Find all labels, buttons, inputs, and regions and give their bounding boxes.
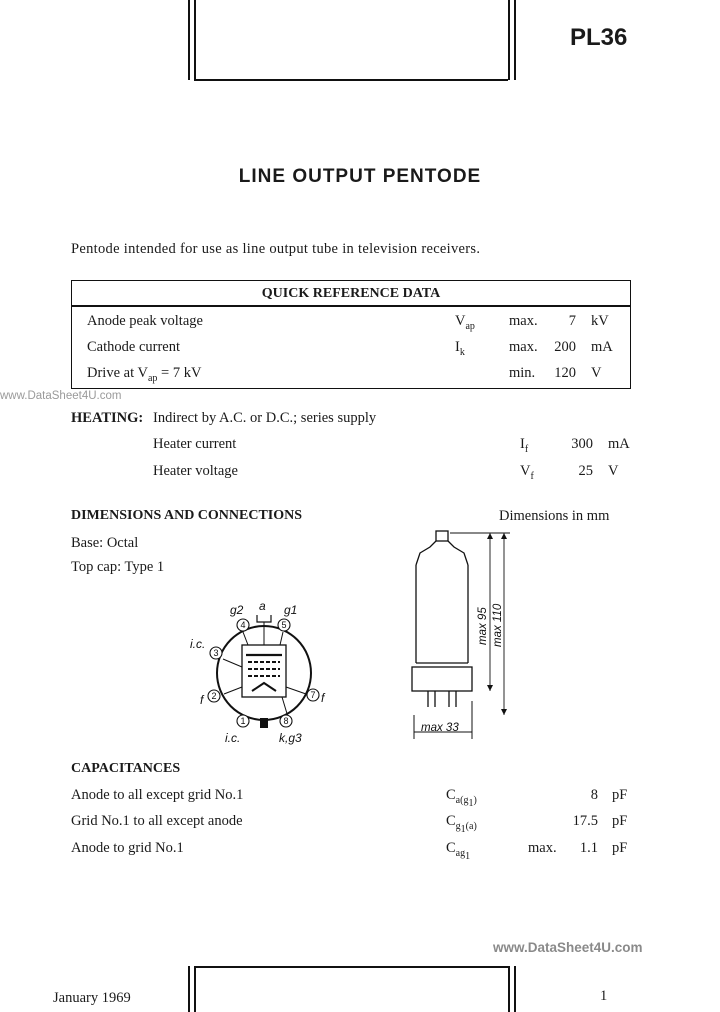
tube-outline-drawing (400, 525, 530, 747)
watermark-left: www.DataSheet4U.com (0, 390, 122, 402)
qr-row-label: Anode peak voltage (87, 313, 203, 329)
pin-label-f-left: f (200, 693, 204, 707)
qr-row-symbol: $I_k$ (455, 339, 465, 358)
bulb-top (416, 541, 436, 565)
qr-row-limit: max. (509, 339, 538, 355)
cap-row-unit: pF (612, 840, 628, 856)
page-number: 1 (600, 988, 608, 1004)
qr-row-unit: mA (591, 339, 613, 355)
cap-row-limit: max. (528, 840, 557, 856)
dim-label-max33: max 33 (421, 722, 459, 734)
heating-row-unit: V (608, 463, 619, 479)
qr-row-unit: kV (591, 313, 609, 329)
cap-row-value: 17.5 (572, 813, 598, 829)
pin-number: 1 (240, 716, 246, 726)
footer-line-left (188, 966, 190, 1012)
dim-arrow (487, 533, 493, 539)
dimensions-title: DIMENSIONS AND CONNECTIONS (71, 508, 303, 523)
qr-row-label: Cathode current (87, 339, 181, 355)
bulb-top (448, 541, 468, 565)
header-line-left (188, 0, 190, 80)
quick-reference-divider (72, 305, 630, 307)
cap-row-label: Anode to all except grid No.1 (71, 787, 244, 803)
pin-label-ic-bottom: i.c. (225, 731, 241, 745)
qr-row-value: 7 (568, 313, 576, 329)
qr-row-limit: max. (509, 313, 538, 329)
qr-row-unit: V (591, 365, 602, 381)
pin-number: 2 (211, 691, 217, 701)
page-title: LINE OUTPUT PENTODE (238, 166, 482, 187)
base-key (260, 718, 268, 728)
cap-row-symbol: $C_{a(g_1)}$ (446, 787, 477, 809)
dim-label-max95: max 95 (477, 607, 489, 645)
heating-row-value: 300 (571, 436, 593, 452)
top-cap (436, 531, 448, 541)
lead-line (224, 687, 242, 694)
qr-row-symbol: $V_{ap}$ (455, 313, 475, 332)
heating-row-symbol: $I_f$ (520, 436, 529, 455)
base-type: Base: Octal (71, 535, 139, 551)
pin-label-f-right: f (321, 691, 325, 705)
cap-row-value: 1.1 (579, 840, 598, 856)
cap-row-unit: pF (612, 813, 628, 829)
octal-base (412, 667, 472, 691)
pin-label-a: a (259, 599, 266, 613)
lead-line (223, 659, 242, 667)
cap-row-symbol: $C_{g_1(a)}$ (446, 813, 477, 835)
lead-line (280, 632, 283, 645)
footer-date: January 1969 (53, 990, 131, 1006)
electrode-box (242, 645, 286, 697)
header-line-bottom (194, 79, 508, 81)
pin-label-g2: g2 (230, 603, 244, 617)
pin-label-ic-left: i.c. (190, 637, 206, 651)
heating-title: HEATING: (71, 410, 144, 426)
dimensions-units-note: Dimensions in mm (499, 508, 610, 524)
cap-row-label: Grid No.1 to all except anode (71, 813, 243, 829)
tube-code: PL36 (570, 24, 628, 51)
qr-row-limit: min. (509, 365, 536, 381)
pin-label-g1: g1 (284, 603, 298, 617)
pin-number: 3 (213, 648, 219, 658)
intro-text: Pentode intended for use as line output tube in television receivers. (71, 241, 481, 257)
dim-arrow (501, 533, 507, 539)
heater-symbol (252, 683, 276, 691)
pin-number: 4 (240, 620, 246, 630)
watermark-right: www.DataSheet4U.com (493, 940, 643, 955)
top-cap-type: Top cap: Type 1 (71, 559, 165, 575)
heating-row-label: Heater voltage (153, 463, 238, 479)
cap-row-value: 8 (590, 787, 598, 803)
pin-number: 5 (281, 620, 287, 630)
heating-row-unit: mA (608, 436, 630, 452)
qr-row-value: 200 (554, 339, 576, 355)
dim-arrow (501, 709, 507, 715)
capacitances-title: CAPACITANCES (71, 761, 181, 776)
footer-line-right (514, 966, 516, 1012)
heating-row-symbol: $V_f$ (520, 463, 534, 482)
top-cap-bracket (257, 615, 271, 622)
heating-description: Indirect by A.C. or D.C.; series supply (153, 410, 377, 426)
header-line-mid (508, 0, 510, 80)
footer-line-top (194, 966, 508, 968)
header-line-left2 (194, 0, 196, 80)
cap-row-symbol: $C_{ag_1}$ (446, 840, 471, 862)
qr-row-label: Drive at $V_{ap} = 7$ kV (87, 365, 202, 384)
pin-number: 8 (283, 716, 289, 726)
pin-number: 7 (310, 690, 316, 700)
dim-label-max110: max 110 (492, 603, 504, 647)
header-line-right (514, 0, 516, 80)
cap-row-unit: pF (612, 787, 628, 803)
pin-label-kg3: k,g3 (279, 731, 302, 745)
footer-line-mid (508, 966, 510, 1012)
cap-row-label: Anode to grid No.1 (71, 840, 184, 856)
footer-line-left2 (194, 966, 196, 1012)
pin-connection-diagram (180, 595, 350, 750)
lead-line (243, 632, 248, 645)
quick-reference-box (71, 280, 631, 389)
heating-row-value: 25 (578, 463, 593, 479)
heating-row-label: Heater current (153, 436, 237, 452)
quick-reference-title: QUICK REFERENCE DATA (261, 286, 441, 301)
qr-row-value: 120 (554, 365, 576, 381)
lead-line (286, 687, 306, 694)
dim-arrow (487, 685, 493, 691)
